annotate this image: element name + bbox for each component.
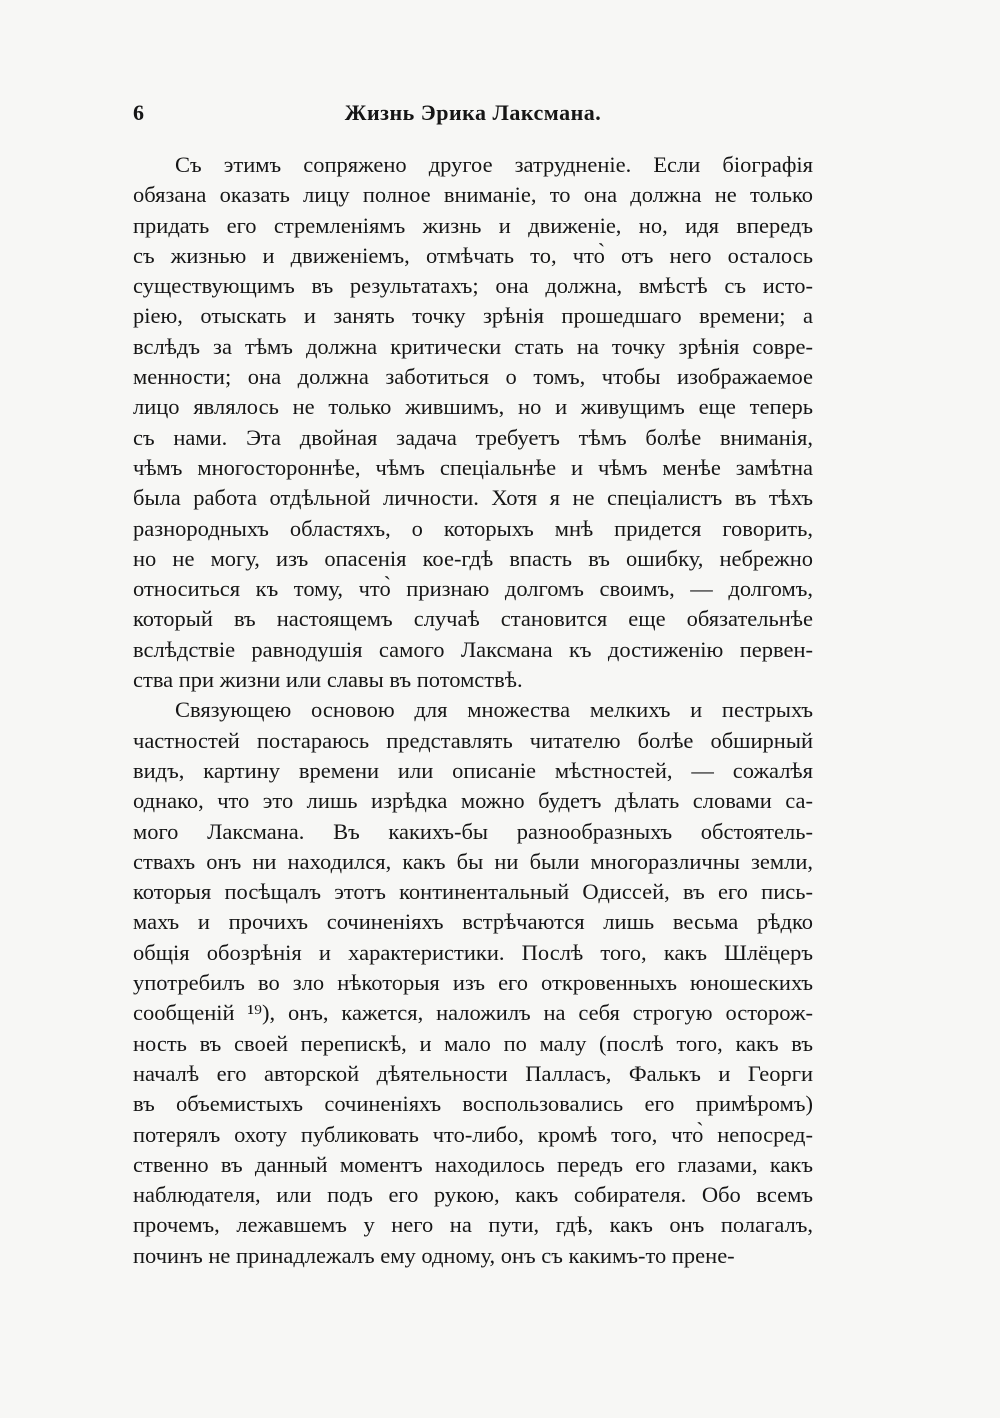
text-line: ствахъ онъ ни находился, какъ бы ни были многоразличны земли,	[133, 848, 813, 874]
page-number: 6	[133, 100, 144, 125]
text-line: общія обозрѣнія и характеристики. Послѣ того, какъ Шлёцеръ	[133, 939, 813, 965]
text-line: сообщеній ¹⁹), онъ, кажется, наложилъ на себя строгую осторож-	[133, 1000, 813, 1026]
text-line: придать его стремленіямъ жизнь и движеніе, но, идя впередъ	[133, 212, 813, 238]
text-line: который въ настоящемъ случаѣ становится еще обязательнѣе	[133, 606, 813, 632]
text-line: но не могу, изъ опасенія кое-гдѣ впасть въ ошибку, небрежно	[133, 545, 813, 571]
text-line: Съ этимъ сопряжено другое затрудненіе. Если біографія	[175, 152, 813, 177]
text-line: частностей постараюсь представлять читателю болѣе обширный	[133, 727, 813, 753]
text-line: ственно въ данный моментъ находилось передъ его глазами, какъ	[133, 1151, 813, 1177]
paragraph	[133, 150, 813, 695]
text-line: употребилъ во зло нѣкоторыя изъ его откровенныхъ юношескихъ	[133, 970, 813, 996]
text-line: потерялъ охоту публиковать что-либо, кромѣ того, что̀ непосред-	[133, 1121, 813, 1147]
text-line: была работа отдѣльной личности. Хотя я не спеціалистъ въ тѣхъ	[133, 485, 813, 511]
text-line: починъ не принадлежалъ ему одному, онъ съ какимъ-то прене-	[133, 1242, 735, 1268]
text-line: съ жизнью и движеніемъ, отмѣчать то, что̀ отъ него осталось	[133, 242, 813, 268]
text-line: лицо являлось не только жившимъ, но и живущимъ еще теперь	[133, 394, 813, 420]
body-text	[133, 150, 813, 1271]
text-line: махъ и прочихъ сочиненіяхъ встрѣчаются лишь весьма рѣдко	[133, 909, 813, 935]
text-line: менности; она должна заботиться о томъ, чтобы изображаемое	[133, 364, 813, 390]
text-line: относиться къ тому, что̀ признаю долгомъ своимъ, — долгомъ,	[133, 576, 813, 602]
text-line: ность въ своей перепискѣ, и мало по малу (послѣ того, какъ въ	[133, 1030, 813, 1056]
page-header	[133, 100, 813, 130]
text-line: существующимъ въ результатахъ; она должна, вмѣстѣ съ исто-	[133, 273, 813, 299]
text-line: вслѣдъ за тѣмъ должна критически стать на точку зрѣнія совре-	[133, 333, 813, 359]
text-line: видъ, картину времени или описаніе мѣстностей, — сожалѣя	[133, 757, 813, 783]
text-line: наблюдателя, или подъ его рукою, какъ собирателя. Обо всемъ	[133, 1182, 813, 1208]
text-line: въ объемистыхъ сочиненіяхъ воспользовались его примѣромъ)	[133, 1091, 813, 1117]
text-line: чѣмъ многостороннѣе, чѣмъ спеціальнѣе и чѣмъ менѣе замѣтна	[133, 454, 813, 480]
text-line: прочемъ, лежавшемъ у него на пути, гдѣ, какъ онъ полагалъ,	[133, 1212, 813, 1238]
paragraph	[133, 695, 813, 1271]
text-line: ріею, отыскать и занять точку зрѣнія прошедшаго времени; а	[133, 303, 813, 329]
text-line: обязана оказать лицу полное вниманіе, то она должна не только	[133, 182, 813, 208]
text-line: однако, что это лишь изрѣдка можно будетъ дѣлать словами са-	[133, 788, 813, 814]
text-line: ства при жизни или славы въ потомствѣ.	[133, 667, 523, 693]
text-line: которыя посѣщалъ этотъ континентальный Одиссей, въ его пись-	[133, 879, 813, 905]
text-line: съ нами. Эта двойная задача требуетъ тѣмъ болѣе вниманія,	[133, 424, 813, 450]
running-title: Жизнь Эрика Лаксмана.	[344, 100, 602, 125]
text-line: мого Лаксмана. Въ какихъ-бы разнообразныхъ обстоятель-	[133, 818, 813, 844]
text-line: разнородныхъ областяхъ, о которыхъ мнѣ придется говорить,	[133, 515, 813, 541]
text-line: началѣ его авторской дѣятельности Палласъ, Фалькъ и Георги	[133, 1060, 813, 1086]
text-line: Связующею основою для множества мелкихъ и пестрыхъ	[175, 697, 813, 723]
text-line: вслѣдствіе равнодушія самого Лаксмана къ достиженію первен-	[133, 636, 813, 662]
